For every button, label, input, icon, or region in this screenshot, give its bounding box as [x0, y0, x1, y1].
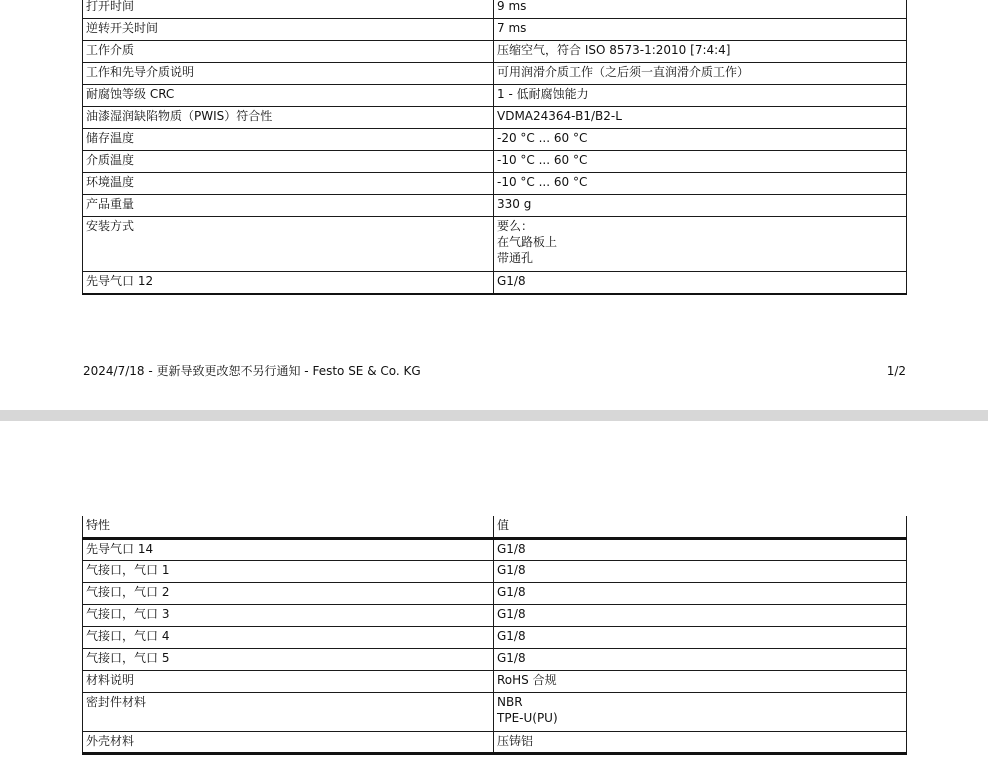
value-cell: [494, 583, 907, 605]
property-cell: 储存温度: [83, 129, 494, 151]
value-line: NBR: [497, 695, 523, 709]
property-cell: 油漆湿润缺陷物质（PWIS）符合性: [83, 107, 494, 129]
footer-text: 2024/7/18 - 更新导致更改恕不另行通知 - Festo SE & Co. KG: [83, 364, 421, 378]
value-line: -10 °C ... 60 °C: [497, 153, 588, 167]
column-header-value: 值: [494, 516, 907, 539]
value-cell: [494, 151, 907, 173]
value-line: 可用润滑介质工作（之后须一直润滑介质工作）: [497, 65, 750, 79]
document-page-2: [0, 421, 988, 779]
value-line: 在气路板上: [497, 235, 558, 249]
table-row: [83, 195, 907, 217]
table-row: [83, 151, 907, 173]
value-line: 压铸铝: [497, 734, 534, 748]
property-cell: 逆转开关时间: [83, 19, 494, 41]
table-row: [83, 649, 907, 671]
value-cell: [494, 693, 907, 732]
table-row: [83, 693, 907, 732]
value-line: VDMA24364-B1/B2-L: [497, 109, 622, 123]
value-cell: [494, 173, 907, 195]
table-header-row: [83, 516, 907, 539]
property-cell: 环境温度: [83, 173, 494, 195]
table-row: [83, 107, 907, 129]
table-row: [83, 732, 907, 754]
value-line: G1/8: [497, 585, 526, 599]
value-cell: [494, 627, 907, 649]
value-cell: [494, 41, 907, 63]
spec-table-2: [82, 516, 907, 755]
value-cell: [494, 561, 907, 583]
value-cell: [494, 195, 907, 217]
value-cell: [494, 19, 907, 41]
table-row: [83, 173, 907, 195]
property-cell: 工作介质: [83, 41, 494, 63]
value-line: 要么：: [497, 219, 534, 233]
value-line: 9 ms: [497, 0, 527, 13]
property-cell: 外壳材料: [83, 732, 494, 754]
value-cell: [494, 107, 907, 129]
page-footer: [83, 362, 906, 380]
table-row: [83, 129, 907, 151]
value-line: -10 °C ... 60 °C: [497, 175, 588, 189]
property-cell: 介质温度: [83, 151, 494, 173]
property-cell: 工作和先导介质说明: [83, 63, 494, 85]
value-cell: [494, 649, 907, 671]
value-cell: [494, 605, 907, 627]
table-row: [83, 85, 907, 107]
value-line: -20 °C ... 60 °C: [497, 131, 588, 145]
value-line: G1/8: [497, 607, 526, 621]
column-header-property: 特性: [83, 516, 494, 539]
value-line: G1/8: [497, 542, 526, 556]
table-row: [83, 0, 907, 19]
value-line: G1/8: [497, 563, 526, 577]
page-separator: [0, 410, 988, 421]
table-row: [83, 671, 907, 693]
value-line: 330 g: [497, 197, 532, 211]
table-row: [83, 605, 907, 627]
table-row: [83, 217, 907, 272]
property-cell: 安装方式: [83, 217, 494, 272]
value-cell: [494, 539, 907, 561]
property-cell: 气接口，气口 4: [83, 627, 494, 649]
property-cell: 气接口，气口 2: [83, 583, 494, 605]
value-cell: [494, 85, 907, 107]
value-cell: [494, 732, 907, 754]
table-row: [83, 41, 907, 63]
value-cell: [494, 217, 907, 272]
property-cell: 密封件材料: [83, 693, 494, 732]
value-cell: [494, 671, 907, 693]
table-row: [83, 561, 907, 583]
table-row: [83, 539, 907, 561]
property-cell: 气接口，气口 3: [83, 605, 494, 627]
value-line: G1/8: [497, 274, 526, 288]
property-cell: 耐腐蚀等级 CRC: [83, 85, 494, 107]
table-row: [83, 272, 907, 294]
table-row: [83, 583, 907, 605]
property-cell: 气接口，气口 5: [83, 649, 494, 671]
value-line: TPE-U(PU): [497, 711, 558, 725]
value-line: 压缩空气，符合 ISO 8573-1:2010 [7:4:4]: [497, 43, 731, 57]
page-number: 1/2: [886, 364, 906, 378]
property-cell: 先导气口 12: [83, 272, 494, 294]
value-line: 1 - 低耐腐蚀能力: [497, 87, 589, 101]
value-line: G1/8: [497, 651, 526, 665]
property-cell: 先导气口 14: [83, 539, 494, 561]
property-cell: 材料说明: [83, 671, 494, 693]
table-row: [83, 627, 907, 649]
value-cell: [494, 63, 907, 85]
value-line: 带通孔: [497, 251, 534, 265]
spec-table-1: [82, 0, 907, 295]
table-row: [83, 63, 907, 85]
value-cell: [494, 272, 907, 294]
value-cell: [494, 0, 907, 19]
value-line: RoHS 合规: [497, 673, 557, 687]
value-cell: [494, 129, 907, 151]
value-line: G1/8: [497, 629, 526, 643]
property-cell: 产品重量: [83, 195, 494, 217]
property-cell: 打开时间: [83, 0, 494, 19]
value-line: 7 ms: [497, 21, 527, 35]
table-row: [83, 19, 907, 41]
property-cell: 气接口，气口 1: [83, 561, 494, 583]
